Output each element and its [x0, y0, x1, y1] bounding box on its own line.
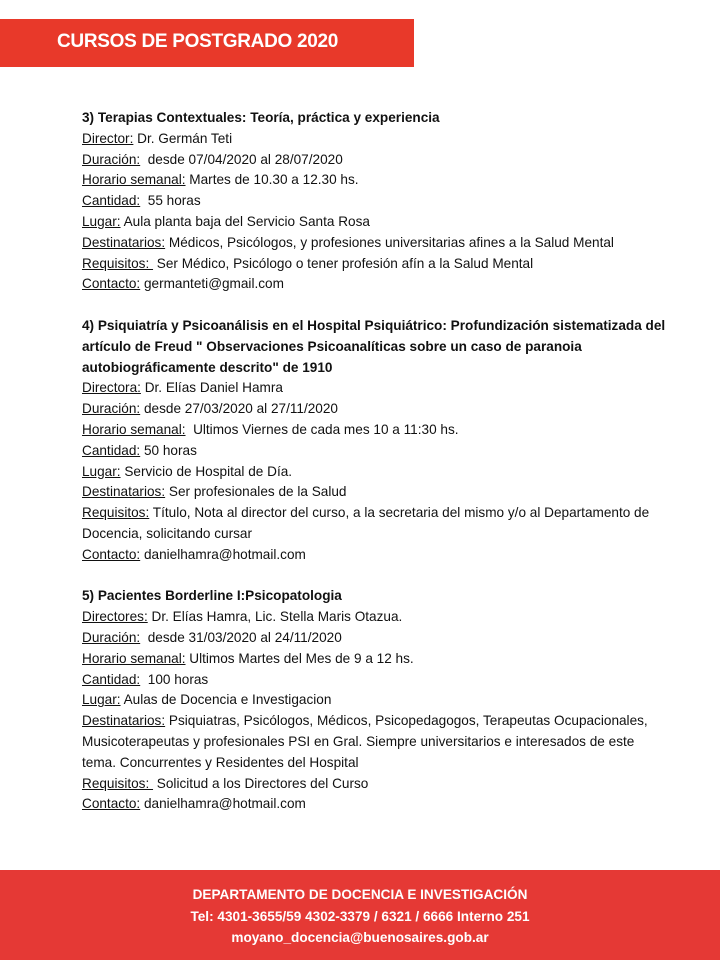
- course-field: [82, 711, 666, 773]
- field-label: Horario semanal:: [82, 650, 186, 666]
- field-label: Cantidad:: [82, 671, 141, 687]
- course-list: [82, 108, 666, 836]
- course-field: [82, 690, 666, 711]
- field-label: Destinatarios:: [82, 484, 166, 500]
- course-field: [82, 150, 666, 171]
- field-label: Duración:: [82, 401, 141, 417]
- course-section: [82, 316, 666, 566]
- field-value: 50 horas: [140, 442, 197, 458]
- field-value: 100 horas: [140, 671, 209, 687]
- course-field: [82, 233, 666, 254]
- field-value: danielhamra@hotmail.com: [140, 546, 306, 562]
- field-label: Lugar:: [82, 213, 121, 229]
- field-label: Duración:: [82, 151, 141, 167]
- field-value: desde 31/03/2020 al 24/11/2020: [140, 629, 342, 645]
- course-title: 3) Terapias Contextuales: Teoría, práctica y experiencia: [82, 110, 440, 125]
- course-field: [82, 462, 666, 483]
- field-value: Martes de 10.30 a 12.30 hs.: [185, 172, 359, 188]
- field-label: Requisitos:: [82, 505, 150, 521]
- field-value: Médicos, Psicólogos, y profesiones universitarias afines a la Salud Mental: [165, 234, 614, 250]
- footer-email[interactable]: moyano_docencia@buenosaires.gob.ar: [231, 930, 489, 945]
- field-value: Aulas de Docencia e Investigacion: [120, 692, 332, 708]
- field-value: Ser Médico, Psicólogo o tener profesión afín a la Salud Mental: [153, 255, 534, 271]
- course-title: 5) Pacientes Borderline I:Psicopatologia: [82, 588, 342, 604]
- course-field: [82, 399, 666, 420]
- field-value: Ser profesionales de la Salud: [165, 484, 347, 500]
- field-value: Psiquiatras, Psicólogos, Médicos, Psicopedagogos, Terapeutas Ocupacionales, Musicoterapeutas y profesionales PSI en Gral. Siempre universitarios e interesados de este tema. Concurrentes y Residentes del Hospital: [82, 713, 652, 770]
- course-title: 4) Psiquiatría y Psicoanálisis en el Hospital Psiquiátrico: Profundización sistematizada del artículo de Freud " Observaciones Psicoanalíticas sobre un caso de paranoia autobiográficamente descrito" de 1910: [82, 317, 666, 375]
- header-banner: [0, 19, 414, 67]
- footer-department: DEPARTAMENTO DE DOCENCIA E INVESTIGACIÓN: [192, 887, 528, 902]
- course-field: [82, 254, 666, 275]
- field-value: Ultimos Viernes de cada mes 10 a 11:30 hs.: [185, 421, 459, 437]
- course-field: [82, 774, 666, 795]
- course-field: [82, 482, 666, 503]
- field-label: Horario semanal:: [82, 421, 186, 437]
- field-label: Duración:: [82, 629, 141, 645]
- field-label: Requisitos:: [82, 255, 154, 271]
- course-field: [82, 441, 666, 462]
- field-value: desde 07/04/2020 al 28/07/2020: [140, 151, 343, 167]
- course-field: [82, 545, 666, 566]
- course-field: [82, 378, 666, 399]
- field-label: Contacto:: [82, 546, 141, 562]
- course-field: [82, 607, 666, 628]
- field-value: Aula planta baja del Servicio Santa Rosa: [120, 213, 370, 229]
- field-value: desde 27/03/2020 al 27/11/2020: [140, 401, 338, 417]
- course-field: [82, 503, 666, 545]
- field-value: Título, Nota al director del curso, a la secretaria del mismo y/o al Departamento de Docencia, solicitando cursar: [82, 505, 653, 541]
- field-label: Requisitos:: [82, 775, 154, 791]
- field-label: Lugar:: [82, 463, 121, 479]
- field-label: Directora:: [82, 380, 141, 396]
- course-field: [82, 420, 666, 441]
- field-value: danielhamra@hotmail.com: [140, 796, 306, 812]
- footer-banner: [0, 870, 720, 960]
- course-field: [82, 649, 666, 670]
- course-field: [82, 191, 666, 212]
- field-label: Contacto:: [82, 796, 141, 812]
- field-value: Ultimos Martes del Mes de 9 a 12 hs.: [185, 650, 414, 666]
- field-label: Lugar:: [82, 692, 121, 708]
- footer-phone: Tel: 4301-3655/59 4302-3379 / 6321 / 6666 Interno 251: [190, 908, 530, 924]
- field-value: 55 horas: [140, 193, 201, 209]
- course-field: [82, 274, 666, 295]
- field-value: Dr. Elías Daniel Hamra: [140, 380, 283, 396]
- field-label: Directores:: [82, 609, 148, 625]
- field-label: Destinatarios:: [82, 234, 166, 250]
- field-label: Director:: [82, 130, 134, 146]
- field-label: Horario semanal:: [82, 172, 186, 188]
- course-section: [82, 586, 666, 815]
- field-value: germanteti@gmail.com: [140, 276, 284, 292]
- field-label: Cantidad:: [82, 193, 141, 209]
- field-value: Servicio de Hospital de Día.: [120, 463, 293, 479]
- field-label: Cantidad:: [82, 442, 141, 458]
- page-title: CURSOS DE POSTGRADO 2020: [57, 31, 339, 52]
- field-label: Destinatarios:: [82, 713, 166, 729]
- course-field: [82, 794, 666, 815]
- course-field: [82, 670, 666, 691]
- course-field: [82, 212, 666, 233]
- field-value: Dr. Elías Hamra, Lic. Stella Maris Otazua.: [147, 609, 403, 625]
- field-value: Dr. Germán Teti: [133, 130, 233, 146]
- field-value: Solicitud a los Directores del Curso: [153, 775, 369, 791]
- course-field: [82, 129, 666, 150]
- course-section: [82, 108, 666, 295]
- course-field: [82, 170, 666, 191]
- course-field: [82, 628, 666, 649]
- field-label: Contacto:: [82, 276, 141, 292]
